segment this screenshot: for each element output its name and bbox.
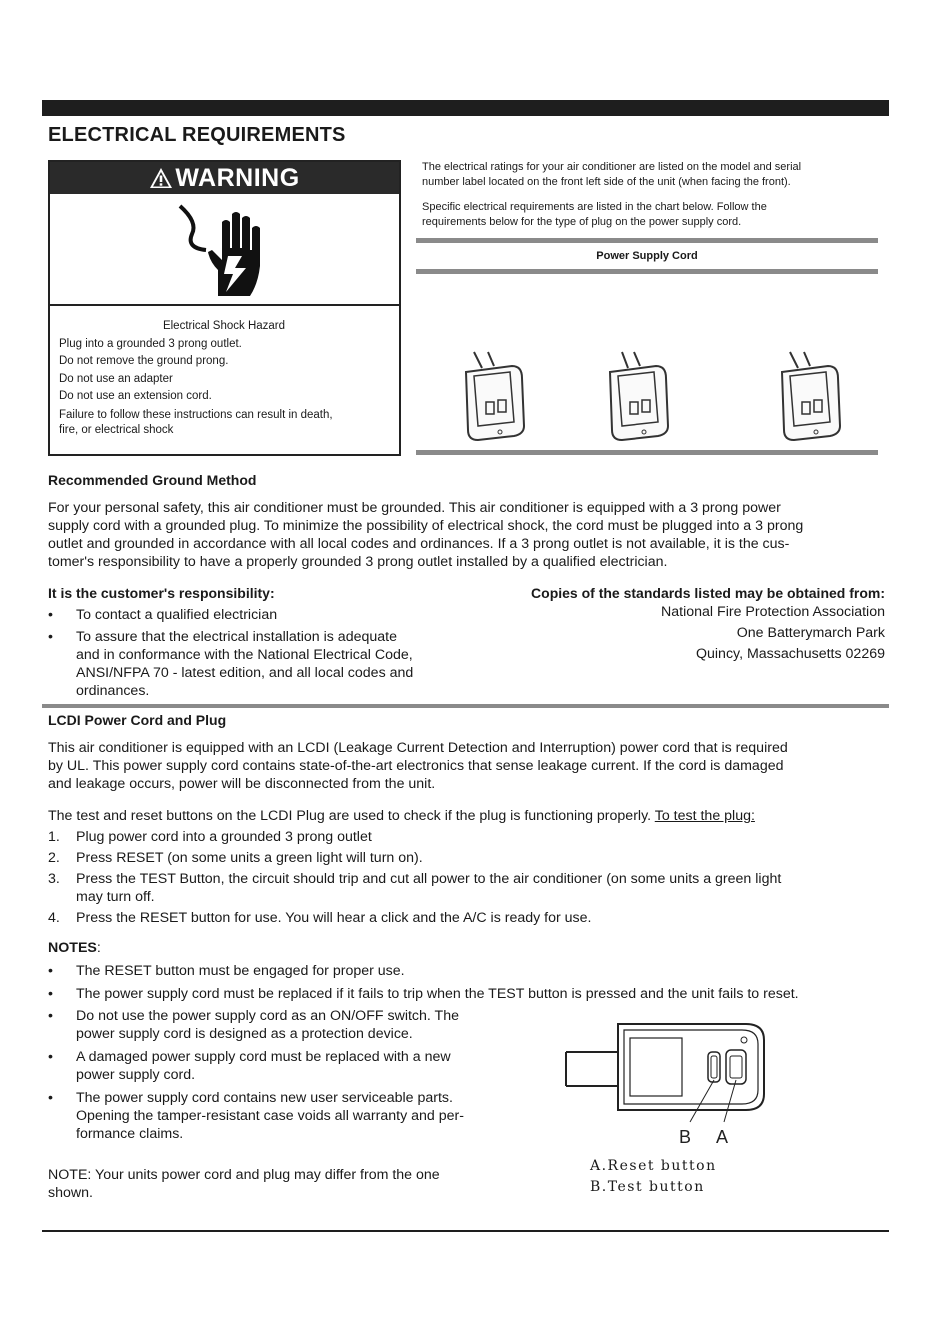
figure-caption <box>590 1156 717 1198</box>
note-text <box>76 1048 451 1084</box>
page-title: ELECTRICAL REQUIREMENTS <box>48 124 346 146</box>
specific-line: Specific electrical requirements are listed in the chart below. Follow the <box>422 201 767 213</box>
step-text: Press RESET (on some units a green light will turn on). <box>76 850 423 866</box>
bullet: • <box>48 629 53 645</box>
plug-image-2 <box>604 350 674 442</box>
warning-box <box>48 160 401 456</box>
electric-shock-hand-icon <box>178 204 274 300</box>
lcdi-paragraph <box>48 739 890 793</box>
plug-image-1 <box>460 350 530 442</box>
step-line: may turn off. <box>76 889 155 905</box>
warning-line: Do not use an adapter <box>59 372 173 385</box>
warning-hazard: Electrical Shock Hazard <box>162 320 286 332</box>
copies-heading: Copies of the standards listed may be obtained from: <box>531 585 885 601</box>
chart-top-rule <box>416 238 878 243</box>
notes-heading <box>48 940 101 956</box>
bullet: • <box>48 986 53 1002</box>
ratings-line: number label located on the front left side of the unit (when facing the front). <box>422 176 791 188</box>
ratings-paragraph <box>422 160 882 190</box>
section-divider <box>42 704 889 708</box>
plug-image-3 <box>776 350 846 442</box>
warning-line: fire, or electrical shock <box>59 423 174 436</box>
test-intro <box>48 807 890 825</box>
footer-rule <box>42 1230 889 1232</box>
note-item <box>48 1007 518 1043</box>
notes-heading-text: NOTES <box>48 940 97 956</box>
test-intro-text: The test and reset buttons on the LCDI Plug are used to check if the plug is functioning properly. <box>48 808 655 824</box>
note-item <box>48 985 890 1003</box>
warning-text <box>59 318 389 438</box>
address-line: Quincy, Massachusetts 02269 <box>695 646 885 662</box>
step-text: Plug power cord into a grounded 3 prong outlet <box>76 829 372 845</box>
power-supply-cord-label: Power Supply Cord <box>596 250 698 262</box>
note-line: formance claims. <box>76 1126 184 1142</box>
note-item <box>48 962 890 980</box>
lcdi-line: and leakage occurs, power will be disconnected from the unit. <box>48 776 436 792</box>
warning-line: Plug into a grounded 3 prong outlet. <box>59 337 242 350</box>
note-text: The power supply cord must be replaced if it fails to trip when the TEST button is pressed and the unit fails to reset. <box>76 986 799 1002</box>
step-text: Press the RESET button for use. You will hear a click and the A/C is ready for use. <box>76 910 592 926</box>
caption-reset: A.Reset button <box>590 1158 717 1174</box>
step-item <box>48 870 890 906</box>
step-number: 2. <box>48 850 60 866</box>
plug-note <box>48 1166 440 1202</box>
ground-line: For your personal safety, this air conditioner must be grounded. This air conditioner is equipped with a 3 prong power <box>48 500 781 516</box>
lcdi-plug-figure <box>560 1018 780 1150</box>
step-line: Press the TEST Button, the circuit should trip and cut all power to the air conditioner (on some units a green light <box>76 871 782 887</box>
responsibility-line: ANSI/NFPA 70 - latest edition, and all local codes and <box>76 665 414 681</box>
note-text: The RESET button must be engaged for proper use. <box>76 963 405 979</box>
note-line: A damaged power supply cord must be replaced with a new <box>76 1049 451 1065</box>
warning-triangle-icon <box>149 167 173 189</box>
warning-divider <box>50 304 399 306</box>
step-item <box>48 849 890 867</box>
address-line: National Fire Protection Association <box>661 604 885 620</box>
bullet: • <box>48 607 53 623</box>
note-text <box>76 1007 459 1043</box>
ground-line: outlet and grounded in accordance with all local codes and ordinances. If a 3 prong outlet is not available, it is the cus- <box>48 536 790 552</box>
step-text <box>76 870 781 906</box>
specific-line: requirements below for the type of plug on the power supply cord. <box>422 216 742 228</box>
responsibility-heading: It is the customer's responsibility: <box>48 585 275 601</box>
bullet: • <box>48 1049 53 1065</box>
responsibility-line: and in conformance with the National Electrical Code, <box>76 647 413 663</box>
note-line: Opening the tamper-resistant case voids all warranty and per- <box>76 1108 464 1124</box>
ratings-line: The electrical ratings for your air conditioner are listed on the model and serial <box>422 161 802 173</box>
bullet: • <box>48 1090 53 1106</box>
warning-line: Do not remove the ground prong. <box>59 355 229 367</box>
header-bar <box>42 100 889 116</box>
step-number: 1. <box>48 829 60 845</box>
chart-mid-rule <box>416 269 878 274</box>
test-plug-heading: To test the plug: <box>654 808 755 824</box>
responsibility-item <box>48 606 468 624</box>
note-line: Do not use the power supply cord as an ON/OFF switch. The <box>76 1008 459 1024</box>
note-line: power supply cord is designed as a protection device. <box>76 1026 413 1042</box>
warning-line: Do not use an extension cord. <box>59 390 212 402</box>
step-number: 3. <box>48 871 60 887</box>
note-line: power supply cord. <box>76 1067 196 1083</box>
label-b: B <box>679 1127 692 1147</box>
responsibility-text <box>76 628 413 700</box>
lcdi-line: This air conditioner is equipped with an LCDI (Leakage Current Detection and Interruption) power cord that is required <box>48 740 788 756</box>
step-number: 4. <box>48 910 60 926</box>
caption-test: B.Test button <box>590 1179 705 1195</box>
responsibility-item <box>48 628 468 700</box>
lcdi-heading: LCDI Power Cord and Plug <box>48 712 227 728</box>
plug-note-line: shown. <box>48 1185 93 1201</box>
chart-bottom-rule <box>416 450 878 455</box>
copies-address <box>661 602 885 665</box>
note-line: The power supply cord contains new user serviceable parts. <box>76 1090 453 1106</box>
ground-line: tomer's responsibility to have a properly grounded 3 prong outlet installed by a qualified electrician. <box>48 554 668 570</box>
specific-paragraph <box>422 200 882 230</box>
note-text <box>76 1089 464 1143</box>
step-item <box>48 828 890 846</box>
ground-paragraph <box>48 499 890 571</box>
responsibility-line: To assure that the electrical installation is adequate <box>76 629 397 645</box>
warning-line: Failure to follow these instructions can result in death, <box>59 408 333 421</box>
note-item <box>48 1048 518 1084</box>
warning-header <box>50 162 399 194</box>
responsibility-line: ordinances. <box>76 683 150 699</box>
address-line: One Batterymarch Park <box>736 625 885 641</box>
warning-heading: WARNING <box>175 163 300 192</box>
notes-colon: : <box>96 940 101 956</box>
bullet: • <box>48 1008 53 1024</box>
bullet: • <box>48 963 53 979</box>
ground-line: supply cord with a grounded plug. To minimize the possibility of electrical shock, the cord must be plugged into a 3 prong <box>48 518 804 534</box>
lcdi-line: by UL. This power supply cord contains state-of-the-art electronics that sense leakage current. If the cord is damaged <box>48 758 784 774</box>
ground-heading: Recommended Ground Method <box>48 472 257 488</box>
responsibility-text: To contact a qualified electrician <box>76 607 278 623</box>
label-a: A <box>716 1127 729 1147</box>
step-item <box>48 909 890 927</box>
plug-note-line: NOTE: Your units power cord and plug may differ from the one <box>48 1167 440 1183</box>
note-item <box>48 1089 518 1143</box>
